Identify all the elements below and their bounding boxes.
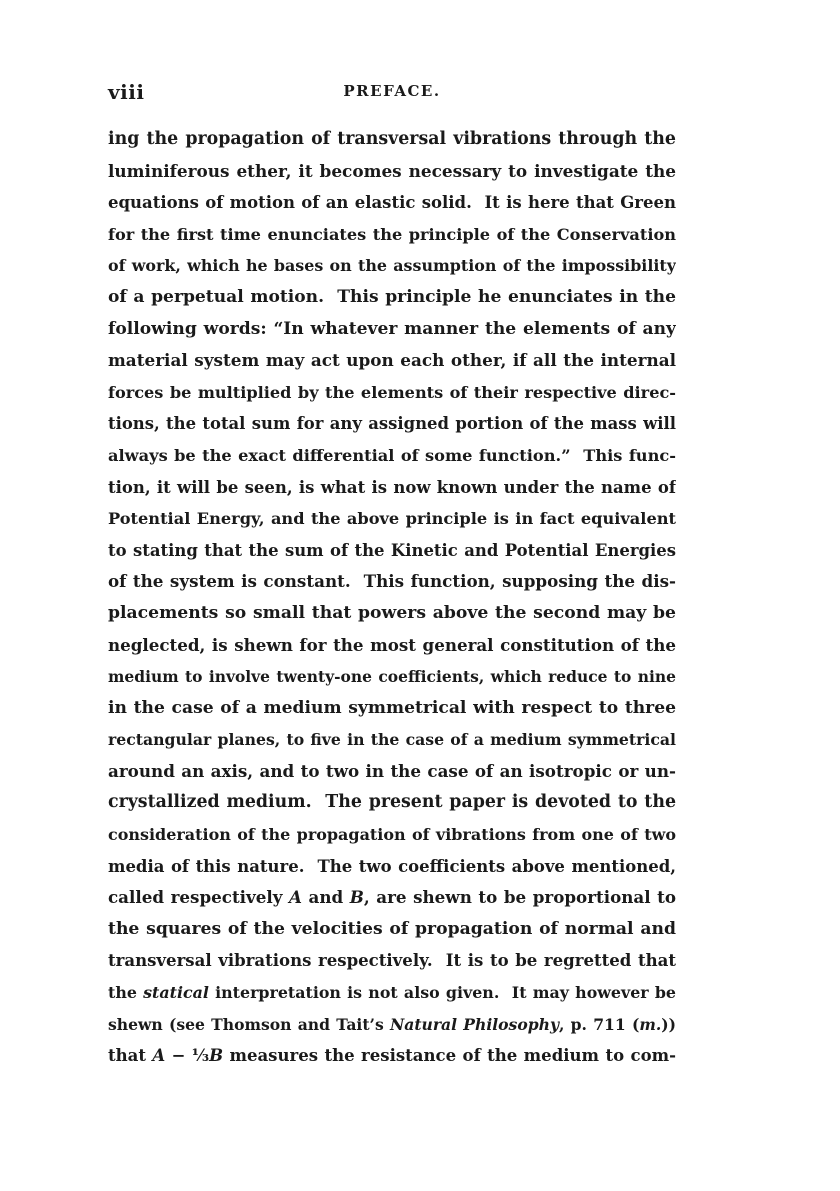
text-line: [108, 408, 676, 440]
text-segment: for the first time enunciates the principle of the Conservation: [108, 224, 676, 244]
text-line: [108, 156, 676, 188]
text-segment: luminiferous ether, it becomes necessary to investigate the: [108, 160, 676, 181]
text-line: [108, 756, 676, 788]
text-line: [108, 566, 676, 598]
text-line: [108, 503, 676, 535]
text-line: [108, 472, 676, 504]
text-segment: always be the exact differential of some function.” This func-: [108, 445, 676, 465]
text-segment: of a perpetual motion. This principle he enunciates in the: [108, 286, 676, 307]
text-segment: around an axis, and to two in the case of an isotropic or un-: [108, 760, 676, 781]
text-line: [108, 630, 676, 662]
text-line: [108, 1009, 676, 1041]
text-line: [108, 787, 676, 819]
text-line: [108, 851, 676, 883]
text-segment: Potential Energy, and the above principle is in fact equivalent: [108, 509, 676, 529]
text-line: [108, 124, 676, 156]
text-line: [108, 1040, 676, 1072]
text-segment: material system may act upon each other, if all the internal: [108, 350, 676, 371]
text-segment: and: [301, 887, 350, 908]
text-line: [108, 377, 676, 409]
italic-text: B: [209, 1045, 224, 1066]
text-line: [108, 693, 676, 725]
text-segment: consideration of the propagation of vibrations from one of two: [108, 825, 676, 845]
text-line: [108, 724, 676, 756]
text-segment: transversal vibrations respectively. It is to be regretted that: [108, 950, 676, 971]
text-line: [108, 661, 676, 693]
text-line: [108, 440, 676, 472]
text-segment: following words: “In whatever manner the elements of any: [108, 318, 676, 339]
text-segment: shewn (see Thomson and Tait’s: [108, 1014, 390, 1034]
text-segment: media of this nature. The two coefficients above mentioned,: [108, 856, 676, 876]
text-segment: placements so small that powers above the second may be: [108, 602, 676, 623]
text-segment: interpretation is not also given. It may however be: [208, 983, 676, 1003]
text-line: [108, 598, 676, 630]
text-line: [108, 282, 676, 314]
body-text: [108, 124, 676, 1072]
text-segment: , p. 711 (: [559, 1014, 640, 1034]
text-segment: tion, it will be seen, is what is now known under the name of: [108, 477, 676, 497]
text-segment: called respectively: [108, 887, 289, 908]
italic-text: Natural Philosophy: [389, 1014, 559, 1034]
text-segment: of the system is constant. This function, supposing the dis-: [108, 571, 676, 592]
text-segment: neglected, is shewn for the most general constitution of the: [108, 634, 676, 655]
text-segment: ing the propagation of transversal vibrations through the: [108, 129, 676, 149]
text-line: [108, 219, 676, 251]
page-number: viii: [108, 80, 145, 104]
text-segment: that: [108, 1045, 153, 1066]
text-segment: the: [108, 983, 144, 1003]
text-segment: in the case of a medium symmetrical with respect to three: [108, 697, 676, 718]
text-segment: medium to involve twenty-one coefficients, which reduce to nine: [108, 667, 676, 687]
text-line: [108, 250, 676, 282]
text-segment: equations of motion of an elastic solid. It is here that Green: [108, 192, 676, 213]
text-line: [108, 914, 676, 946]
text-line: [108, 345, 676, 377]
text-segment: to stating that the sum of the Kinetic and Potential Energies: [108, 540, 676, 560]
text-line: [108, 945, 676, 977]
page-header: [108, 80, 676, 106]
text-segment: , are shewn to be proportional to: [363, 887, 676, 908]
text-line: [108, 882, 676, 914]
italic-text: B: [349, 887, 364, 908]
italic-text: m.: [639, 1014, 662, 1034]
text-segment: rectangular planes, to five in the case of a medium symmetrical: [108, 730, 676, 750]
text-segment: forces be multiplied by the elements of their respective direc-: [108, 382, 676, 402]
text-segment: the squares of the velocities of propagation of normal and: [108, 918, 676, 939]
italic-text: A: [152, 1045, 166, 1066]
text-line: [108, 535, 676, 567]
text-segment: measures the resistance of the medium to com-: [223, 1045, 676, 1066]
text-line: [108, 187, 676, 219]
text-line: [108, 819, 676, 851]
italic-text: statical: [143, 983, 209, 1003]
italic-text: A: [289, 887, 302, 908]
text-segment: )): [661, 1014, 676, 1034]
text-line: [108, 314, 676, 346]
text-segment: crystallized medium. The present paper is devoted to the: [108, 792, 676, 813]
text-segment: tions, the total sum for any assigned portion of the mass will: [108, 414, 676, 434]
text-segment: of work, which he bases on the assumption of the impossibility: [108, 256, 676, 276]
running-title: PREFACE.: [343, 82, 441, 100]
text-line: [108, 977, 676, 1009]
text-segment: − ⅓: [165, 1045, 210, 1066]
